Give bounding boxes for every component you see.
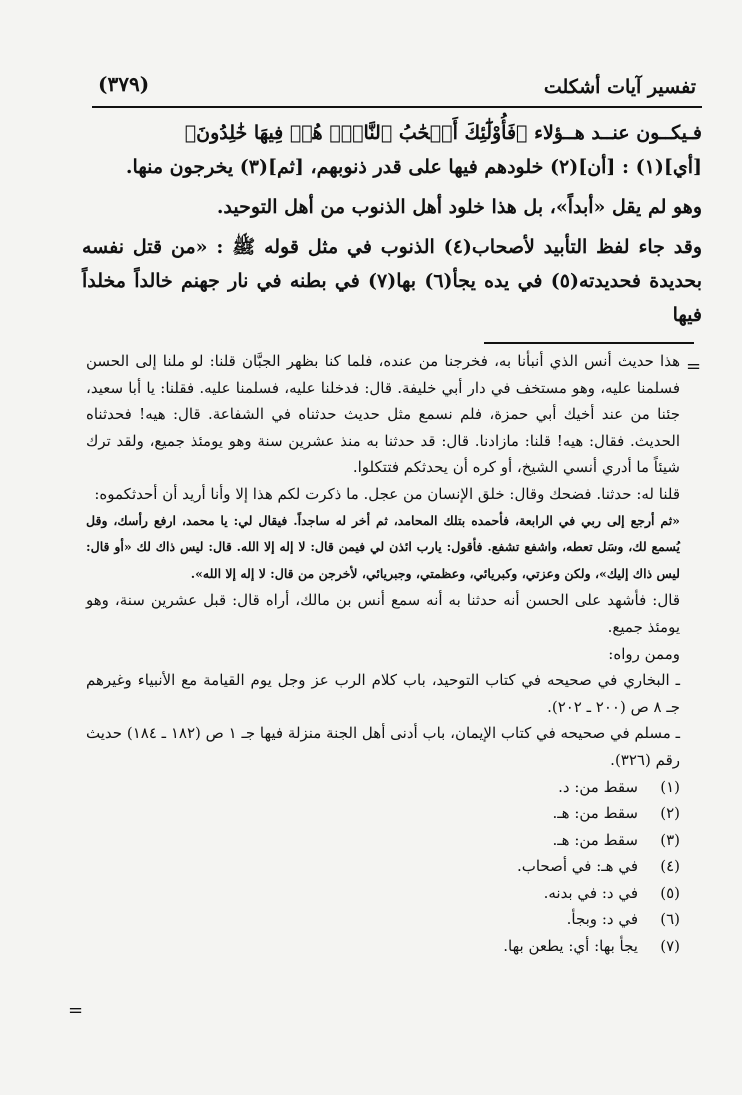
paragraph-quran: فـيكــون عنــد هــؤلاء ﴿فَأُوْلَٰٓئِكَ أَصۡحَٰبُ ٱلنَّارِۖ هُمۡ فِيهَا خَٰلِدُونَ﴾	[184, 122, 702, 144]
note-number: (٥)	[660, 883, 680, 902]
paragraph: [أي](١) : [أن](٢) خلودهم فيها على قدر ذنوبهم، [ثم](٣) يخرجون منها.	[125, 156, 702, 178]
page-number: (٣٧٩)	[98, 72, 150, 96]
note-text: في د: في بدنه.	[543, 883, 638, 902]
note-number: (٣)	[660, 830, 680, 849]
footnote-source: ـ مسلم في صحيحه في كتاب الإيمان، باب أدنى أهل الجنة منزلة فيها جـ ١ ص (١٨٢ ـ ١٨٤) حديث رقم (٣٢٦).	[86, 724, 681, 769]
note-text: يجأ بها: أي: يطعن بها.	[503, 937, 638, 956]
paragraph: وقد جاء لفظ التأبيد لأصحاب(٤) الذنوب في مثل قوله ﷺ : «من قتل نفسه بحديدة فحديدته(٥) في يده يجأ(٦) بها(٧) في بطنه في نار جهنم خالداً مخلداً فيها	[82, 236, 703, 326]
note-text: سقط من: د.	[558, 777, 638, 796]
note-text: سقط من: هـ.	[552, 830, 638, 849]
running-title: تفسير آيات أشكلت	[543, 76, 696, 98]
numbered-note	[86, 827, 680, 854]
main-text	[82, 116, 702, 332]
note-number: (٤)	[660, 857, 680, 876]
numbered-notes	[86, 774, 680, 960]
footnote-paragraph: وممن رواه:	[608, 644, 680, 663]
page-header	[92, 72, 696, 106]
footnote-paragraph: قلنا له: حدثنا. فضحك وقال: خلق الإنسان من عجل. ما ذكرت لكم هذا إلا وأنا أريد أن أحدثكموه:	[94, 484, 680, 503]
note-number: (٢)	[660, 804, 680, 823]
note-number: (١)	[660, 777, 680, 796]
footnotes	[86, 348, 680, 960]
footnote-hadith-quote: «ثم أرجع إلى ربي في الرابعة، فأحمده بتلك المحامد، ثم أخر له ساجداً. فيقال لي: يا محمد، ارفع رأسك، وقل يُسمع لك، وسَل تعطه، واشفع تشفع. فأقول: يارب ائذن لي فيمن قال: لا إله إلا الله. قال: ليس ذاك لك «أو قال: ليس ذاك إليك»، ولكن وعزتي، وكبريائي، وعظمتي، وجبريائي، لأخرجن من قال: لا إله إلا الله».	[86, 512, 680, 581]
note-number: (٧)	[660, 937, 680, 956]
numbered-note	[86, 774, 680, 801]
continuation-mark: =	[686, 356, 702, 377]
note-text: في د: وبجأ.	[566, 910, 638, 929]
note-text: سقط من: هـ.	[552, 804, 638, 823]
footnote-paragraph: هذا حديث أنس الذي أنبأنا به، فخرجنا من عنده، فلما كنا بظهر الجبَّان قلنا: لو ملنا إلى الحسن فسلمنا عليه، وهو مستخف في دار أبي خليفة. قال: فدخلنا عليه، فسلمنا عليه. فقلنا: يا أبا سعيد، جئنا من عند أخيك أبي حمزة، فلم نسمع مثل حديث حدثناه في الشفاعة. قال: هيه! فحدثناه الحديث. فقال: هيه! قلنا: مازادنا. قال: قد حدثنا به منذ عشرين سنة وهو يومئذ جميع، ولقد ترك شيئاً ما أدري أنسي الشيخ، أو كره أن يحدثكم فتتكلوا.	[86, 352, 680, 477]
note-number: (٦)	[660, 910, 680, 929]
paragraph: وهو لم يقل «أبداً»، بل هذا خلود أهل الذنوب من أهل التوحيد.	[216, 196, 702, 218]
bottom-continuation-mark: =	[68, 1000, 84, 1021]
note-text: في هـ: في أصحاب.	[516, 857, 638, 876]
footnote-rule	[484, 342, 694, 344]
footnote-paragraph: قال: فأشهد على الحسن أنه حدثنا به أنه سمع أنس بن مالك، أراه قال: قبل عشرين سنة، وهو يومئذ جميع.	[86, 591, 680, 636]
numbered-note	[86, 880, 680, 907]
numbered-note	[86, 906, 680, 933]
numbered-note	[86, 853, 680, 880]
numbered-note	[86, 933, 680, 960]
header-rule	[92, 106, 702, 108]
footnote-source: ـ البخاري في صحيحه في كتاب التوحيد، باب كلام الرب عز وجل يوم القيامة مع الأنبياء وغيرهم جـ ٨ ص (٢٠٠ ـ ٢٠٢).	[86, 671, 680, 716]
numbered-note	[86, 800, 680, 827]
